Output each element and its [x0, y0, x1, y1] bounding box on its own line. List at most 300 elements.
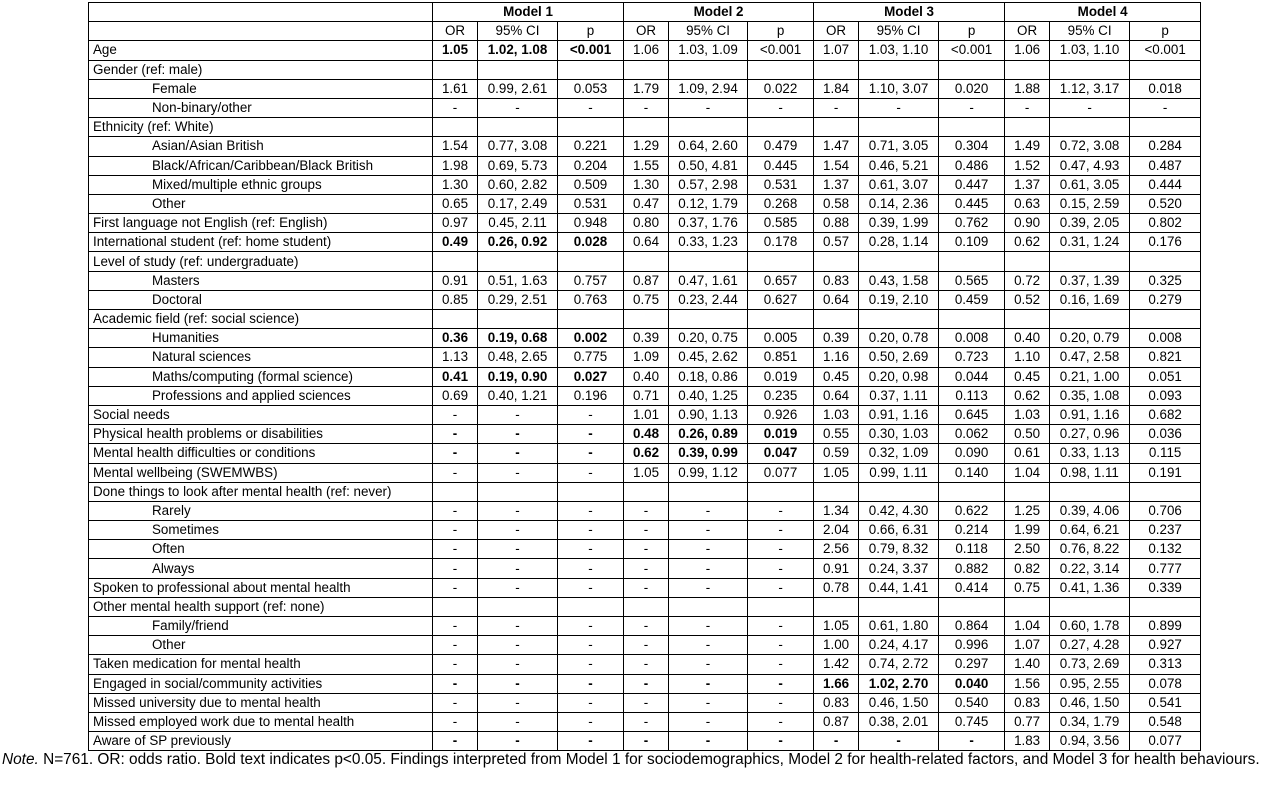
model-3-ci-cell: -: [859, 732, 939, 751]
model-4-p-cell: 0.036: [1130, 425, 1201, 444]
table-row: [89, 617, 1201, 636]
model-2-ci-cell: 0.57, 2.98: [669, 175, 748, 194]
model-1-p-cell: 0.204: [558, 156, 624, 175]
model-4-p-cell: 0.325: [1130, 271, 1201, 290]
model-3-p-cell: 0.297: [939, 655, 1005, 674]
model-1-p-cell: -: [558, 655, 624, 674]
model-2-or-cell: 0.40: [624, 367, 669, 386]
model-2-ci-cell: 1.09, 2.94: [669, 79, 748, 98]
subheader-or: OR: [433, 22, 478, 41]
model-1-or-cell: 0.97: [433, 214, 478, 233]
model-1-p-cell: -: [558, 674, 624, 693]
model-3-p-cell: 0.414: [939, 578, 1005, 597]
model-3-ci-cell: 0.42, 4.30: [859, 501, 939, 520]
model-3-p-cell: 0.486: [939, 156, 1005, 175]
model-3-or-cell: 1.34: [814, 501, 859, 520]
model-3-or-cell: 0.58: [814, 194, 859, 213]
model-2-or-cell: -: [624, 712, 669, 731]
model-4-or-cell: [1005, 252, 1050, 271]
model-3-p-cell: [939, 597, 1005, 616]
model-1-ci-cell: 0.45, 2.11: [478, 214, 558, 233]
model-3-p-cell: 0.565: [939, 271, 1005, 290]
corner-cell: [89, 3, 433, 22]
model-3-p-cell: [939, 60, 1005, 79]
subheader-ci: 95% CI: [669, 22, 748, 41]
model-2-or-cell: 1.01: [624, 405, 669, 424]
model-2-or-cell: 1.79: [624, 79, 669, 98]
row-label: Sometimes: [89, 521, 433, 540]
model-4-p-cell: 0.802: [1130, 214, 1201, 233]
model-1-or-cell: 0.36: [433, 329, 478, 348]
model-3-ci-cell: 0.66, 6.31: [859, 521, 939, 540]
row-label: International student (ref: home student): [89, 233, 433, 252]
model-2-or-cell: -: [624, 578, 669, 597]
table-row: [89, 79, 1201, 98]
model-4-or-cell: 1.25: [1005, 501, 1050, 520]
model-2-p-cell: -: [748, 655, 814, 674]
model-2-ci-cell: -: [669, 674, 748, 693]
model-1-p-cell: -: [558, 693, 624, 712]
model-1-or-cell: -: [433, 732, 478, 751]
model-4-p-cell: 0.077: [1130, 732, 1201, 751]
table-row: [89, 290, 1201, 309]
model-1-or-cell: -: [433, 405, 478, 424]
model-4-p-cell: 0.237: [1130, 521, 1201, 540]
model-4-ci-cell: 0.27, 0.96: [1050, 425, 1130, 444]
model-4-or-cell: 1.03: [1005, 405, 1050, 424]
model-4-ci-cell: 0.95, 2.55: [1050, 674, 1130, 693]
model-1-or-cell: -: [433, 617, 478, 636]
model-3-p-cell: 0.090: [939, 444, 1005, 463]
table-row: [89, 444, 1201, 463]
model-3-ci-cell: 0.20, 0.78: [859, 329, 939, 348]
model-3-p-cell: 0.118: [939, 540, 1005, 559]
model-1-ci-cell: [478, 60, 558, 79]
model-2-p-cell: [748, 252, 814, 271]
row-label: Mental wellbeing (SWEMWBS): [89, 463, 433, 482]
model-2-or-cell: [624, 482, 669, 501]
model-3-p-cell: -: [939, 98, 1005, 117]
row-label: Mixed/multiple ethnic groups: [89, 175, 433, 194]
model-2-ci-cell: 0.33, 1.23: [669, 233, 748, 252]
table-row: [89, 578, 1201, 597]
model-3-or-cell: 1.05: [814, 617, 859, 636]
model-4-or-cell: 0.90: [1005, 214, 1050, 233]
model-2-or-cell: [624, 60, 669, 79]
group-header-row: [89, 60, 1201, 79]
table-row: [89, 137, 1201, 156]
group-header-row: [89, 118, 1201, 137]
model-1-header: Model 1: [433, 3, 624, 22]
model-1-or-cell: -: [433, 463, 478, 482]
model-2-p-cell: 0.178: [748, 233, 814, 252]
model-1-p-cell: -: [558, 578, 624, 597]
model-3-or-cell: [814, 252, 859, 271]
model-4-ci-cell: 0.35, 1.08: [1050, 386, 1130, 405]
model-1-p-cell: -: [558, 521, 624, 540]
model-4-or-cell: 0.52: [1005, 290, 1050, 309]
model-1-p-cell: 0.221: [558, 137, 624, 156]
model-3-ci-cell: 0.61, 1.80: [859, 617, 939, 636]
model-2-ci-cell: [669, 252, 748, 271]
model-3-or-cell: 1.05: [814, 463, 859, 482]
subheader-or: OR: [814, 22, 859, 41]
model-3-ci-cell: 0.20, 0.98: [859, 367, 939, 386]
model-2-ci-cell: 0.64, 2.60: [669, 137, 748, 156]
model-1-p-cell: -: [558, 636, 624, 655]
model-3-or-cell: 0.83: [814, 271, 859, 290]
model-1-or-cell: -: [433, 521, 478, 540]
regression-table-container: [88, 2, 1200, 751]
table-row: [89, 655, 1201, 674]
model-4-or-cell: 1.52: [1005, 156, 1050, 175]
model-3-ci-cell: 0.99, 1.11: [859, 463, 939, 482]
model-3-ci-cell: 0.46, 5.21: [859, 156, 939, 175]
model-1-ci-cell: 0.77, 3.08: [478, 137, 558, 156]
row-label: Aware of SP previously: [89, 732, 433, 751]
model-3-ci-cell: 0.30, 1.03: [859, 425, 939, 444]
model-1-ci-cell: 0.99, 2.61: [478, 79, 558, 98]
model-1-or-cell: 0.49: [433, 233, 478, 252]
model-2-or-cell: -: [624, 501, 669, 520]
model-4-ci-cell: 0.98, 1.11: [1050, 463, 1130, 482]
model-1-ci-cell: 0.51, 1.63: [478, 271, 558, 290]
model-4-or-cell: 1.07: [1005, 636, 1050, 655]
table-row: [89, 194, 1201, 213]
model-3-or-cell: 0.83: [814, 693, 859, 712]
model-3-or-cell: 2.04: [814, 521, 859, 540]
model-3-or-cell: -: [814, 98, 859, 117]
model-2-p-cell: 0.445: [748, 156, 814, 175]
model-1-p-cell: -: [558, 540, 624, 559]
row-label: Asian/Asian British: [89, 137, 433, 156]
model-2-ci-cell: -: [669, 693, 748, 712]
model-1-p-cell: -: [558, 463, 624, 482]
model-4-or-cell: 0.62: [1005, 233, 1050, 252]
row-label: Black/African/Caribbean/Black British: [89, 156, 433, 175]
table-row: [89, 425, 1201, 444]
model-2-or-cell: -: [624, 732, 669, 751]
model-4-ci-cell: 0.76, 8.22: [1050, 540, 1130, 559]
model-2-ci-cell: 0.47, 1.61: [669, 271, 748, 290]
model-1-ci-cell: [478, 310, 558, 329]
model-1-ci-cell: 0.69, 5.73: [478, 156, 558, 175]
table-row: [89, 636, 1201, 655]
model-3-ci-cell: 1.02, 2.70: [859, 674, 939, 693]
model-3-p-cell: 0.044: [939, 367, 1005, 386]
model-1-or-cell: [433, 482, 478, 501]
model-2-ci-cell: 0.12, 1.79: [669, 194, 748, 213]
model-3-ci-cell: 0.46, 1.50: [859, 693, 939, 712]
model-2-or-cell: -: [624, 655, 669, 674]
subheader-blank: [89, 22, 433, 41]
model-2-ci-cell: -: [669, 501, 748, 520]
model-2-or-cell: 0.87: [624, 271, 669, 290]
model-2-p-cell: <0.001: [748, 41, 814, 60]
model-1-or-cell: -: [433, 98, 478, 117]
row-label: Social needs: [89, 405, 433, 424]
subheader-or: OR: [1005, 22, 1050, 41]
row-label: Academic field (ref: social science): [89, 310, 433, 329]
model-4-p-cell: 0.093: [1130, 386, 1201, 405]
model-3-ci-cell: 0.24, 3.37: [859, 559, 939, 578]
model-1-p-cell: <0.001: [558, 41, 624, 60]
model-2-p-cell: -: [748, 559, 814, 578]
model-2-p-cell: [748, 310, 814, 329]
subheader-p: p: [748, 22, 814, 41]
model-2-p-cell: 0.047: [748, 444, 814, 463]
model-3-p-cell: 0.008: [939, 329, 1005, 348]
model-3-p-cell: 0.214: [939, 521, 1005, 540]
model-1-or-cell: -: [433, 712, 478, 731]
model-3-p-cell: 0.882: [939, 559, 1005, 578]
model-2-p-cell: [748, 482, 814, 501]
model-1-or-cell: 0.65: [433, 194, 478, 213]
model-1-ci-cell: 0.60, 2.82: [478, 175, 558, 194]
model-4-or-cell: 1.10: [1005, 348, 1050, 367]
model-4-p-cell: 0.444: [1130, 175, 1201, 194]
model-1-ci-cell: 0.29, 2.51: [478, 290, 558, 309]
model-4-ci-cell: 0.21, 1.00: [1050, 367, 1130, 386]
model-3-or-cell: 0.91: [814, 559, 859, 578]
model-1-or-cell: -: [433, 693, 478, 712]
row-label: Physical health problems or disabilities: [89, 425, 433, 444]
model-3-p-cell: -: [939, 732, 1005, 751]
model-2-ci-cell: -: [669, 578, 748, 597]
table-row: [89, 329, 1201, 348]
table-row: [89, 559, 1201, 578]
model-3-or-cell: [814, 597, 859, 616]
row-label: Maths/computing (formal science): [89, 367, 433, 386]
model-4-p-cell: 0.821: [1130, 348, 1201, 367]
table-row: [89, 41, 1201, 60]
model-2-p-cell: 0.235: [748, 386, 814, 405]
model-2-or-cell: 0.39: [624, 329, 669, 348]
model-3-p-cell: 0.447: [939, 175, 1005, 194]
model-3-or-cell: 0.88: [814, 214, 859, 233]
model-2-ci-cell: -: [669, 559, 748, 578]
model-1-p-cell: [558, 597, 624, 616]
model-3-ci-cell: -: [859, 98, 939, 117]
model-2-p-cell: [748, 118, 814, 137]
model-2-or-cell: [624, 118, 669, 137]
model-4-p-cell: 0.777: [1130, 559, 1201, 578]
model-1-p-cell: -: [558, 732, 624, 751]
model-3-ci-cell: 1.03, 1.10: [859, 41, 939, 60]
model-3-or-cell: 2.56: [814, 540, 859, 559]
model-4-or-cell: [1005, 310, 1050, 329]
model-2-or-cell: 1.29: [624, 137, 669, 156]
model-4-p-cell: 0.682: [1130, 405, 1201, 424]
row-label: Natural sciences: [89, 348, 433, 367]
model-3-ci-cell: [859, 482, 939, 501]
model-2-or-cell: 0.71: [624, 386, 669, 405]
model-3-p-cell: 0.864: [939, 617, 1005, 636]
model-1-ci-cell: -: [478, 636, 558, 655]
model-3-p-cell: <0.001: [939, 41, 1005, 60]
model-4-ci-cell: 0.39, 2.05: [1050, 214, 1130, 233]
subheader-ci: 95% CI: [478, 22, 558, 41]
model-2-p-cell: 0.627: [748, 290, 814, 309]
model-2-ci-cell: 0.50, 4.81: [669, 156, 748, 175]
model-4-p-cell: <0.001: [1130, 41, 1201, 60]
model-2-ci-cell: 0.18, 0.86: [669, 367, 748, 386]
model-1-ci-cell: 0.19, 0.68: [478, 329, 558, 348]
model-4-or-cell: [1005, 118, 1050, 137]
note-lead: Note.: [2, 751, 39, 768]
model-3-ci-cell: 0.28, 1.14: [859, 233, 939, 252]
model-2-p-cell: 0.585: [748, 214, 814, 233]
model-3-p-cell: 0.304: [939, 137, 1005, 156]
model-3-or-cell: 0.39: [814, 329, 859, 348]
model-1-ci-cell: [478, 118, 558, 137]
model-4-ci-cell: [1050, 482, 1130, 501]
model-4-p-cell: [1130, 310, 1201, 329]
model-3-ci-cell: 0.32, 1.09: [859, 444, 939, 463]
model-4-or-cell: 1.04: [1005, 463, 1050, 482]
model-4-or-cell: 1.37: [1005, 175, 1050, 194]
model-2-p-cell: -: [748, 617, 814, 636]
model-1-or-cell: 1.30: [433, 175, 478, 194]
model-1-p-cell: 0.757: [558, 271, 624, 290]
model-4-ci-cell: [1050, 310, 1130, 329]
model-1-or-cell: 0.69: [433, 386, 478, 405]
group-header-row: [89, 597, 1201, 616]
model-3-or-cell: 0.64: [814, 290, 859, 309]
model-3-ci-cell: 0.24, 4.17: [859, 636, 939, 655]
row-label: Masters: [89, 271, 433, 290]
model-2-ci-cell: 0.37, 1.76: [669, 214, 748, 233]
model-2-ci-cell: 0.40, 1.25: [669, 386, 748, 405]
row-label: First language not English (ref: English): [89, 214, 433, 233]
model-2-p-cell: [748, 597, 814, 616]
model-2-p-cell: 0.268: [748, 194, 814, 213]
model-4-p-cell: 0.284: [1130, 137, 1201, 156]
model-2-p-cell: -: [748, 712, 814, 731]
row-label: Missed university due to mental health: [89, 693, 433, 712]
model-4-ci-cell: 0.91, 1.16: [1050, 405, 1130, 424]
model-1-ci-cell: -: [478, 559, 558, 578]
row-label: Non-binary/other: [89, 98, 433, 117]
model-3-p-cell: 0.020: [939, 79, 1005, 98]
model-4-or-cell: 0.75: [1005, 578, 1050, 597]
model-1-ci-cell: [478, 252, 558, 271]
subheader-or: OR: [624, 22, 669, 41]
regression-table: [88, 2, 1201, 751]
model-2-or-cell: -: [624, 521, 669, 540]
model-1-p-cell: -: [558, 712, 624, 731]
model-4-or-cell: 1.04: [1005, 617, 1050, 636]
model-3-or-cell: [814, 310, 859, 329]
row-label: Rarely: [89, 501, 433, 520]
model-4-ci-cell: 0.72, 3.08: [1050, 137, 1130, 156]
model-1-or-cell: -: [433, 674, 478, 693]
model-3-ci-cell: 0.50, 2.69: [859, 348, 939, 367]
model-4-ci-cell: [1050, 118, 1130, 137]
table-row: [89, 386, 1201, 405]
model-3-p-cell: [939, 482, 1005, 501]
model-1-ci-cell: [478, 597, 558, 616]
model-1-p-cell: -: [558, 617, 624, 636]
group-header-row: [89, 252, 1201, 271]
table-row: [89, 463, 1201, 482]
model-3-or-cell: 0.64: [814, 386, 859, 405]
model-2-or-cell: 0.47: [624, 194, 669, 213]
model-3-ci-cell: [859, 310, 939, 329]
model-4-ci-cell: 0.33, 1.13: [1050, 444, 1130, 463]
subheader-row: [89, 22, 1201, 41]
table-row: [89, 501, 1201, 520]
model-2-ci-cell: 0.45, 2.62: [669, 348, 748, 367]
model-3-ci-cell: [859, 252, 939, 271]
row-label: Spoken to professional about mental health: [89, 578, 433, 597]
model-1-or-cell: -: [433, 540, 478, 559]
model-3-p-cell: 0.113: [939, 386, 1005, 405]
model-2-ci-cell: [669, 597, 748, 616]
table-note: [2, 750, 1278, 770]
table-row: [89, 674, 1201, 693]
model-4-or-cell: 0.45: [1005, 367, 1050, 386]
subheader-ci: 95% CI: [1050, 22, 1130, 41]
model-3-or-cell: 0.78: [814, 578, 859, 597]
model-4-p-cell: 0.899: [1130, 617, 1201, 636]
model-3-or-cell: 0.45: [814, 367, 859, 386]
model-3-p-cell: [939, 310, 1005, 329]
group-header-row: [89, 482, 1201, 501]
model-1-ci-cell: -: [478, 693, 558, 712]
subheader-p: p: [939, 22, 1005, 41]
model-3-ci-cell: 0.43, 1.58: [859, 271, 939, 290]
model-2-or-cell: 0.80: [624, 214, 669, 233]
row-label: Taken medication for mental health: [89, 655, 433, 674]
row-label: Professions and applied sciences: [89, 386, 433, 405]
model-2-ci-cell: -: [669, 540, 748, 559]
model-2-or-cell: -: [624, 559, 669, 578]
model-4-p-cell: 0.313: [1130, 655, 1201, 674]
model-4-or-cell: 2.50: [1005, 540, 1050, 559]
model-1-or-cell: 1.05: [433, 41, 478, 60]
model-1-p-cell: -: [558, 559, 624, 578]
model-4-ci-cell: 0.64, 6.21: [1050, 521, 1130, 540]
model-1-ci-cell: -: [478, 732, 558, 751]
model-1-or-cell: 1.98: [433, 156, 478, 175]
model-2-p-cell: 0.531: [748, 175, 814, 194]
model-3-p-cell: 0.540: [939, 693, 1005, 712]
model-1-p-cell: 0.053: [558, 79, 624, 98]
model-2-or-cell: 1.30: [624, 175, 669, 194]
model-3-ci-cell: [859, 60, 939, 79]
model-1-p-cell: 0.948: [558, 214, 624, 233]
model-2-or-cell: -: [624, 674, 669, 693]
model-2-p-cell: -: [748, 521, 814, 540]
model-1-or-cell: -: [433, 501, 478, 520]
model-1-or-cell: [433, 252, 478, 271]
model-3-or-cell: 1.07: [814, 41, 859, 60]
row-label: Other mental health support (ref: none): [89, 597, 433, 616]
model-1-or-cell: 1.13: [433, 348, 478, 367]
model-3-or-cell: 1.54: [814, 156, 859, 175]
model-4-or-cell: 0.50: [1005, 425, 1050, 444]
model-4-ci-cell: 0.37, 1.39: [1050, 271, 1130, 290]
table-row: [89, 233, 1201, 252]
model-2-ci-cell: -: [669, 98, 748, 117]
model-2-ci-cell: 1.03, 1.09: [669, 41, 748, 60]
model-4-or-cell: 1.06: [1005, 41, 1050, 60]
model-4-or-cell: [1005, 60, 1050, 79]
model-2-p-cell: 0.019: [748, 425, 814, 444]
model-4-or-cell: [1005, 597, 1050, 616]
model-4-ci-cell: 0.47, 4.93: [1050, 156, 1130, 175]
